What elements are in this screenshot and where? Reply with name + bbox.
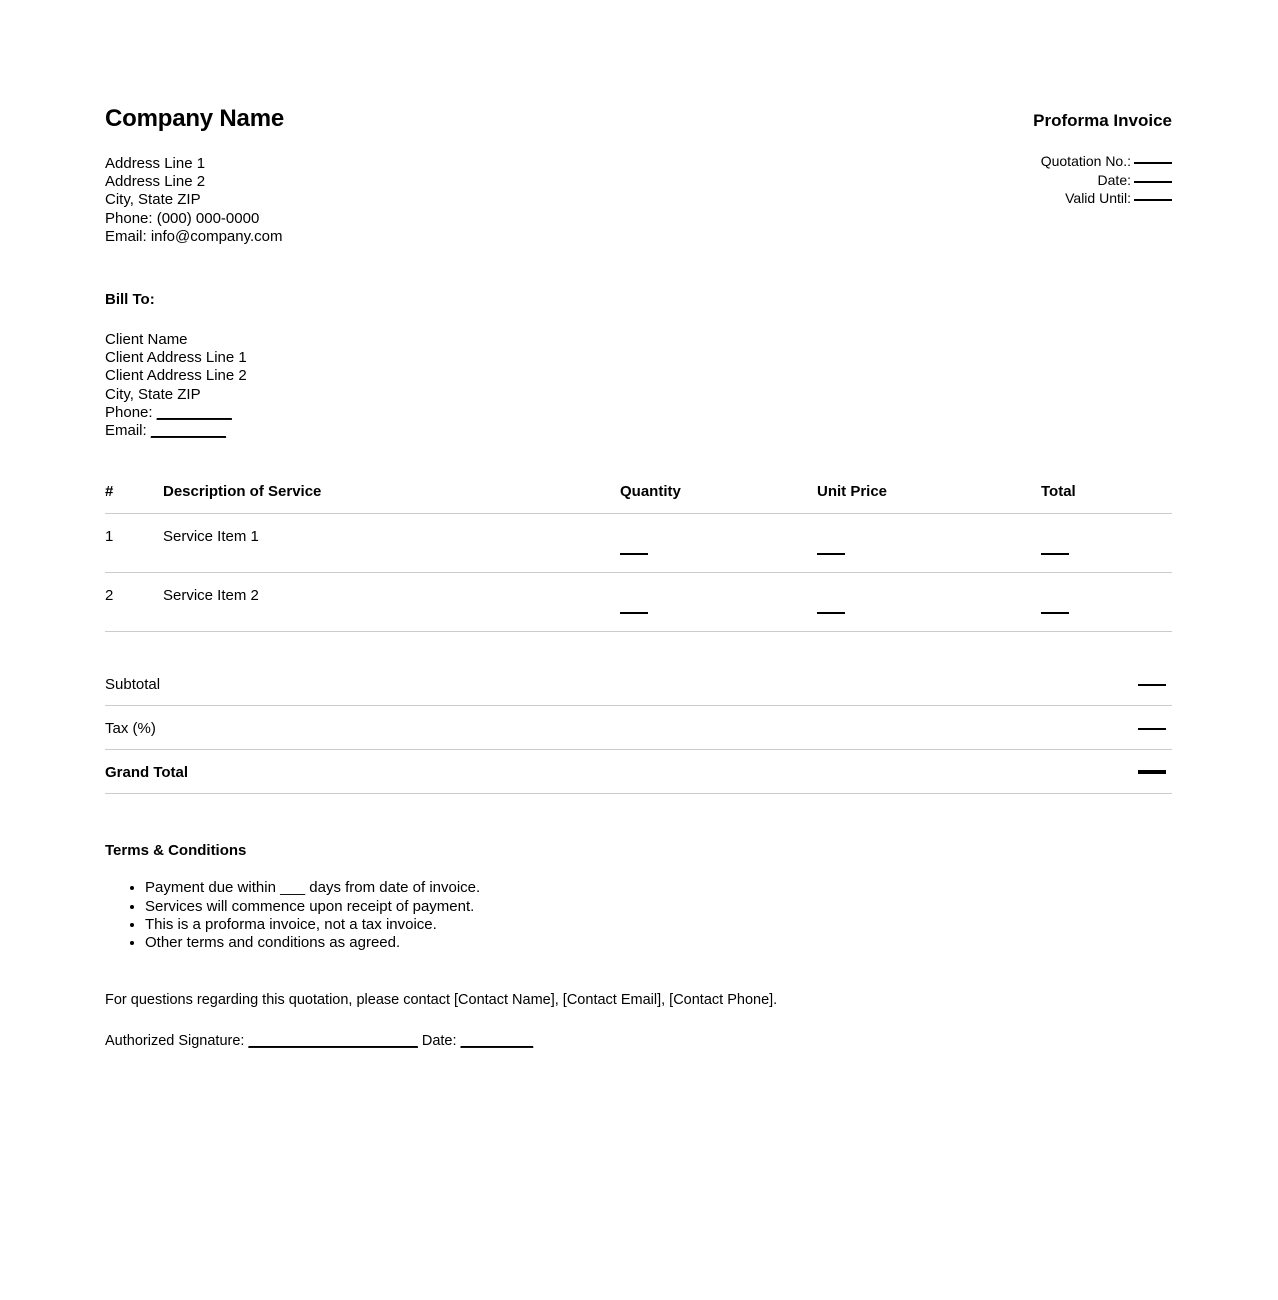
quotation-no-field[interactable] — [1134, 162, 1172, 164]
line-items-table — [105, 483, 1172, 632]
company-address-line-2: Address Line 2 — [105, 173, 206, 191]
signature-date-label: Date: — [417, 1032, 461, 1049]
quantity-field[interactable] — [620, 612, 648, 614]
grand-total-label: Grand Total — [105, 750, 972, 794]
date-field[interactable] — [1134, 181, 1172, 183]
row-description: Service Item 1 — [163, 514, 620, 573]
valid-until-label: Valid Until: — [1065, 190, 1131, 206]
client-name: Client Name — [105, 331, 188, 349]
table-header-row — [105, 483, 1172, 514]
grand-total-row — [105, 750, 1172, 794]
terms-title: Terms & Conditions — [105, 842, 247, 860]
client-phone-label: Phone: — [105, 403, 157, 421]
signature-row — [105, 1032, 1172, 1050]
client-address-line-2: Client Address Line 2 — [105, 367, 247, 385]
valid-until-field[interactable] — [1134, 199, 1172, 201]
client-phone-row — [105, 404, 1172, 422]
invoice-content — [105, 105, 1172, 1050]
invoice-title: Proforma Invoice — [1033, 111, 1172, 130]
signature-date-field[interactable]: _________ — [460, 1032, 534, 1049]
table-row — [105, 514, 1172, 573]
terms-list — [105, 879, 1172, 953]
company-phone: Phone: (000) 000-0000 — [105, 209, 260, 227]
grand-total-value-cell — [972, 750, 1172, 794]
quotation-no-row — [1033, 152, 1172, 171]
company-block — [105, 105, 284, 246]
client-city-state-zip: City, State ZIP — [105, 385, 201, 403]
subtotal-label: Subtotal — [105, 662, 972, 706]
unit-price-field[interactable] — [817, 553, 845, 555]
company-name: Company Name — [105, 105, 284, 132]
client-address-line-1: Client Address Line 1 — [105, 349, 247, 367]
signature-label: Authorized Signature: — [105, 1032, 249, 1049]
company-address-line-1: Address Line 1 — [105, 155, 206, 172]
client-email-row — [105, 422, 1172, 440]
list-item: • This is a proforma invoice, not a tax invoice. — [145, 916, 1172, 934]
quantity-field[interactable] — [620, 553, 648, 555]
tax-field[interactable] — [1138, 728, 1166, 730]
table-row — [105, 573, 1172, 632]
list-item: • Services will commence upon receipt of payment. — [145, 898, 1172, 916]
row-description: Service Item 2 — [163, 573, 620, 632]
client-email-label: Email: — [105, 422, 151, 440]
subtotal-row — [105, 662, 1172, 706]
row-total — [1041, 514, 1172, 573]
tax-row — [105, 706, 1172, 750]
subtotal-field[interactable] — [1138, 684, 1166, 686]
list-item: • Other terms and conditions as agreed. — [145, 934, 1172, 952]
row-quantity — [620, 573, 817, 632]
signature-field[interactable]: _____________________ — [248, 1032, 418, 1049]
row-unit-price — [817, 573, 1041, 632]
invoice-meta-block — [1033, 105, 1172, 208]
column-header-number: # — [105, 483, 163, 514]
row-unit-price — [817, 514, 1041, 573]
tax-value-cell — [972, 706, 1172, 750]
column-header-description: Description of Service — [163, 483, 620, 514]
company-email: Email: info@company.com — [105, 227, 283, 245]
bill-to-section — [105, 291, 1172, 440]
total-field[interactable] — [1041, 553, 1069, 555]
contact-note: For questions regarding this quotation, please contact [Contact Name], [Contact Email], [Contact Phone]. — [105, 991, 778, 1008]
list-item: • Payment due within ___ days from date of invoice. — [145, 879, 1172, 897]
grand-total-field[interactable] — [1138, 770, 1166, 774]
total-field[interactable] — [1041, 612, 1069, 614]
column-header-unit-price: Unit Price — [817, 483, 1041, 514]
row-total — [1041, 573, 1172, 632]
row-quantity — [620, 514, 817, 573]
row-number: 1 — [105, 514, 163, 573]
bill-to-title: Bill To: — [105, 291, 155, 309]
client-email-field[interactable]: _________ — [150, 422, 226, 440]
date-label: Date: — [1097, 171, 1131, 188]
column-header-total: Total — [1041, 483, 1172, 514]
invoice-header — [105, 105, 1172, 246]
row-number: 2 — [105, 573, 163, 632]
quotation-no-label: Quotation No.: — [1040, 153, 1131, 169]
totals-table — [105, 662, 1172, 794]
subtotal-value-cell — [972, 662, 1172, 706]
valid-until-row — [1033, 189, 1172, 208]
column-header-quantity: Quantity — [620, 483, 817, 514]
client-phone-field[interactable]: _________ — [156, 403, 232, 421]
tax-label: Tax (%) — [105, 706, 972, 750]
date-row — [1033, 171, 1172, 190]
unit-price-field[interactable] — [817, 612, 845, 614]
company-city-state-zip: City, State ZIP — [105, 191, 201, 209]
